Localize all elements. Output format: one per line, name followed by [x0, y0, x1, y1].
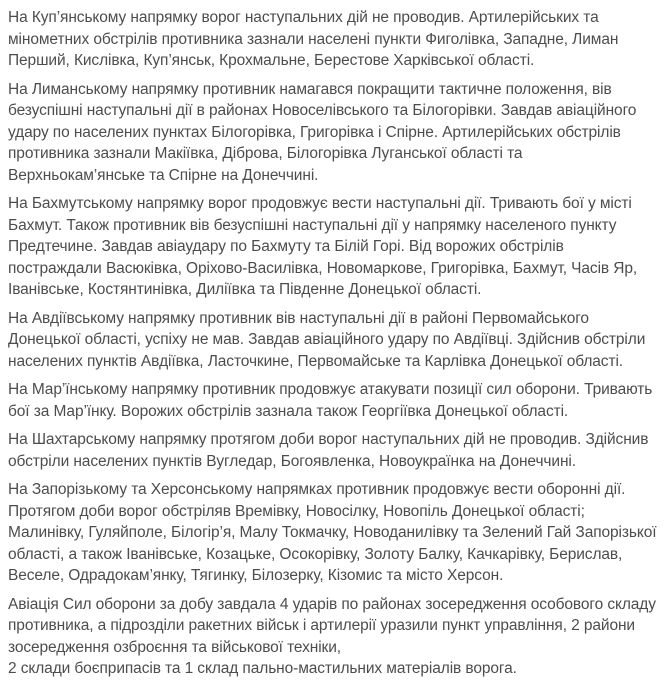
paragraph-text: На Авдіївському напрямку противник вів наступальні дії в районі Первомайського Донецької області, успіху не мав. Завдав авіаційного удару по Авдіївці. Здійснив обстріли населених пунктів Авдіївка, Ласточкине, Первомайське та Карлівка Донецької області.: [8, 309, 646, 370]
paragraph-text: На Куп’янському напрямку ворог наступальних дій не проводив. Артилерійських та мінометних обстрілів противника зазнали населені пункти Фиголівка, Западне, Лиман Перший, Кислівка, Куп’янськ, Крохмальне, Берестове Харківської області.: [8, 9, 619, 69]
paragraph-text: Авіація Сил оборони за добу завдала 4 ударів по районах зосередження особового складу противника, а підрозділи ракетних військ і артилерії уразили пункт управління, 2 райони зосередження озброєння та військової техніки,: [8, 595, 656, 656]
paragraph-shakhtarsk: [8, 429, 661, 472]
paragraph-avdiivka: [8, 308, 661, 373]
paragraph-text: На Шахтарському напрямку протягом доби ворог наступальних дій не проводив. Здійснив обстріли населених пунктів Вугледар, Богоявленка, Новоукраїнка на Донеччині.: [8, 431, 649, 470]
paragraph-zaporizhzhia-kherson: [8, 479, 661, 587]
paragraph-text: На Запорізькому та Херсонському напрямках противник продовжує вести оборонні дії. Протягом доби ворог обстріляв Времівку, Новосілку, Новопіль Донецької області; Малинівку, Гуляйполе, Білогір’я, Малу Токмачку, Новоданилівку та Зелений Гай Запорізької області, а також Іванівське, Козацьке, Осокорівку, Золоту Балку, Качкарівку, Берислав, Веселе, Одрадокам’янку, Тягинку, Білозерку, Кізомис та місто Херсон.: [8, 481, 657, 584]
paragraph-lyman: [8, 79, 661, 187]
paragraph-text-line2: 2 склади боєприпасів та 1 склад пально-мастильних матеріалів ворога.: [8, 660, 517, 677]
paragraph-text: На Мар’їнському напрямку противник продовжує атакувати позиції сил оборони. Тривають бої за Мар’їнку. Ворожих обстрілів зазнала також Георгіївка Донецької області.: [8, 381, 653, 420]
paragraph-kupiansk: [8, 7, 661, 72]
paragraph-text: На Лиманському напрямку противник намагався покращити тактичне положення, вів безуспішні наступальні дії в районах Новоселівського та Білогорівки. Завдав авіаційного удару по населених пунктах Білогорівка, Григорівка і Спірне. Артилерійських обстрілів противника зазнали Макіївка, Діброва, Білогорівка Луганської області та Верхньокам’янське та Спірне на Донеччині.: [8, 80, 637, 184]
paragraph-marinka: [8, 379, 661, 422]
paragraph-bakhmut: [8, 193, 661, 301]
paragraph-text: На Бахмутському напрямку ворог продовжує вести наступальні дії. Тривають бої у місті Бахмут. Також противник вів безуспішні наступальні дії у напрямку населеного пункту Предтечине. Завдав авіаудару по Бахмуту та Білій Горі. Від ворожих обстрілів постраждали Васюківка, Оріхово-Василівка, Новомаркове, Григорівка, Бахмут, Часів Яр, Іванівське, Костянтинівка, Диліївка та Південне Донецької області.: [8, 195, 638, 298]
paragraph-aviation: [8, 594, 661, 680]
